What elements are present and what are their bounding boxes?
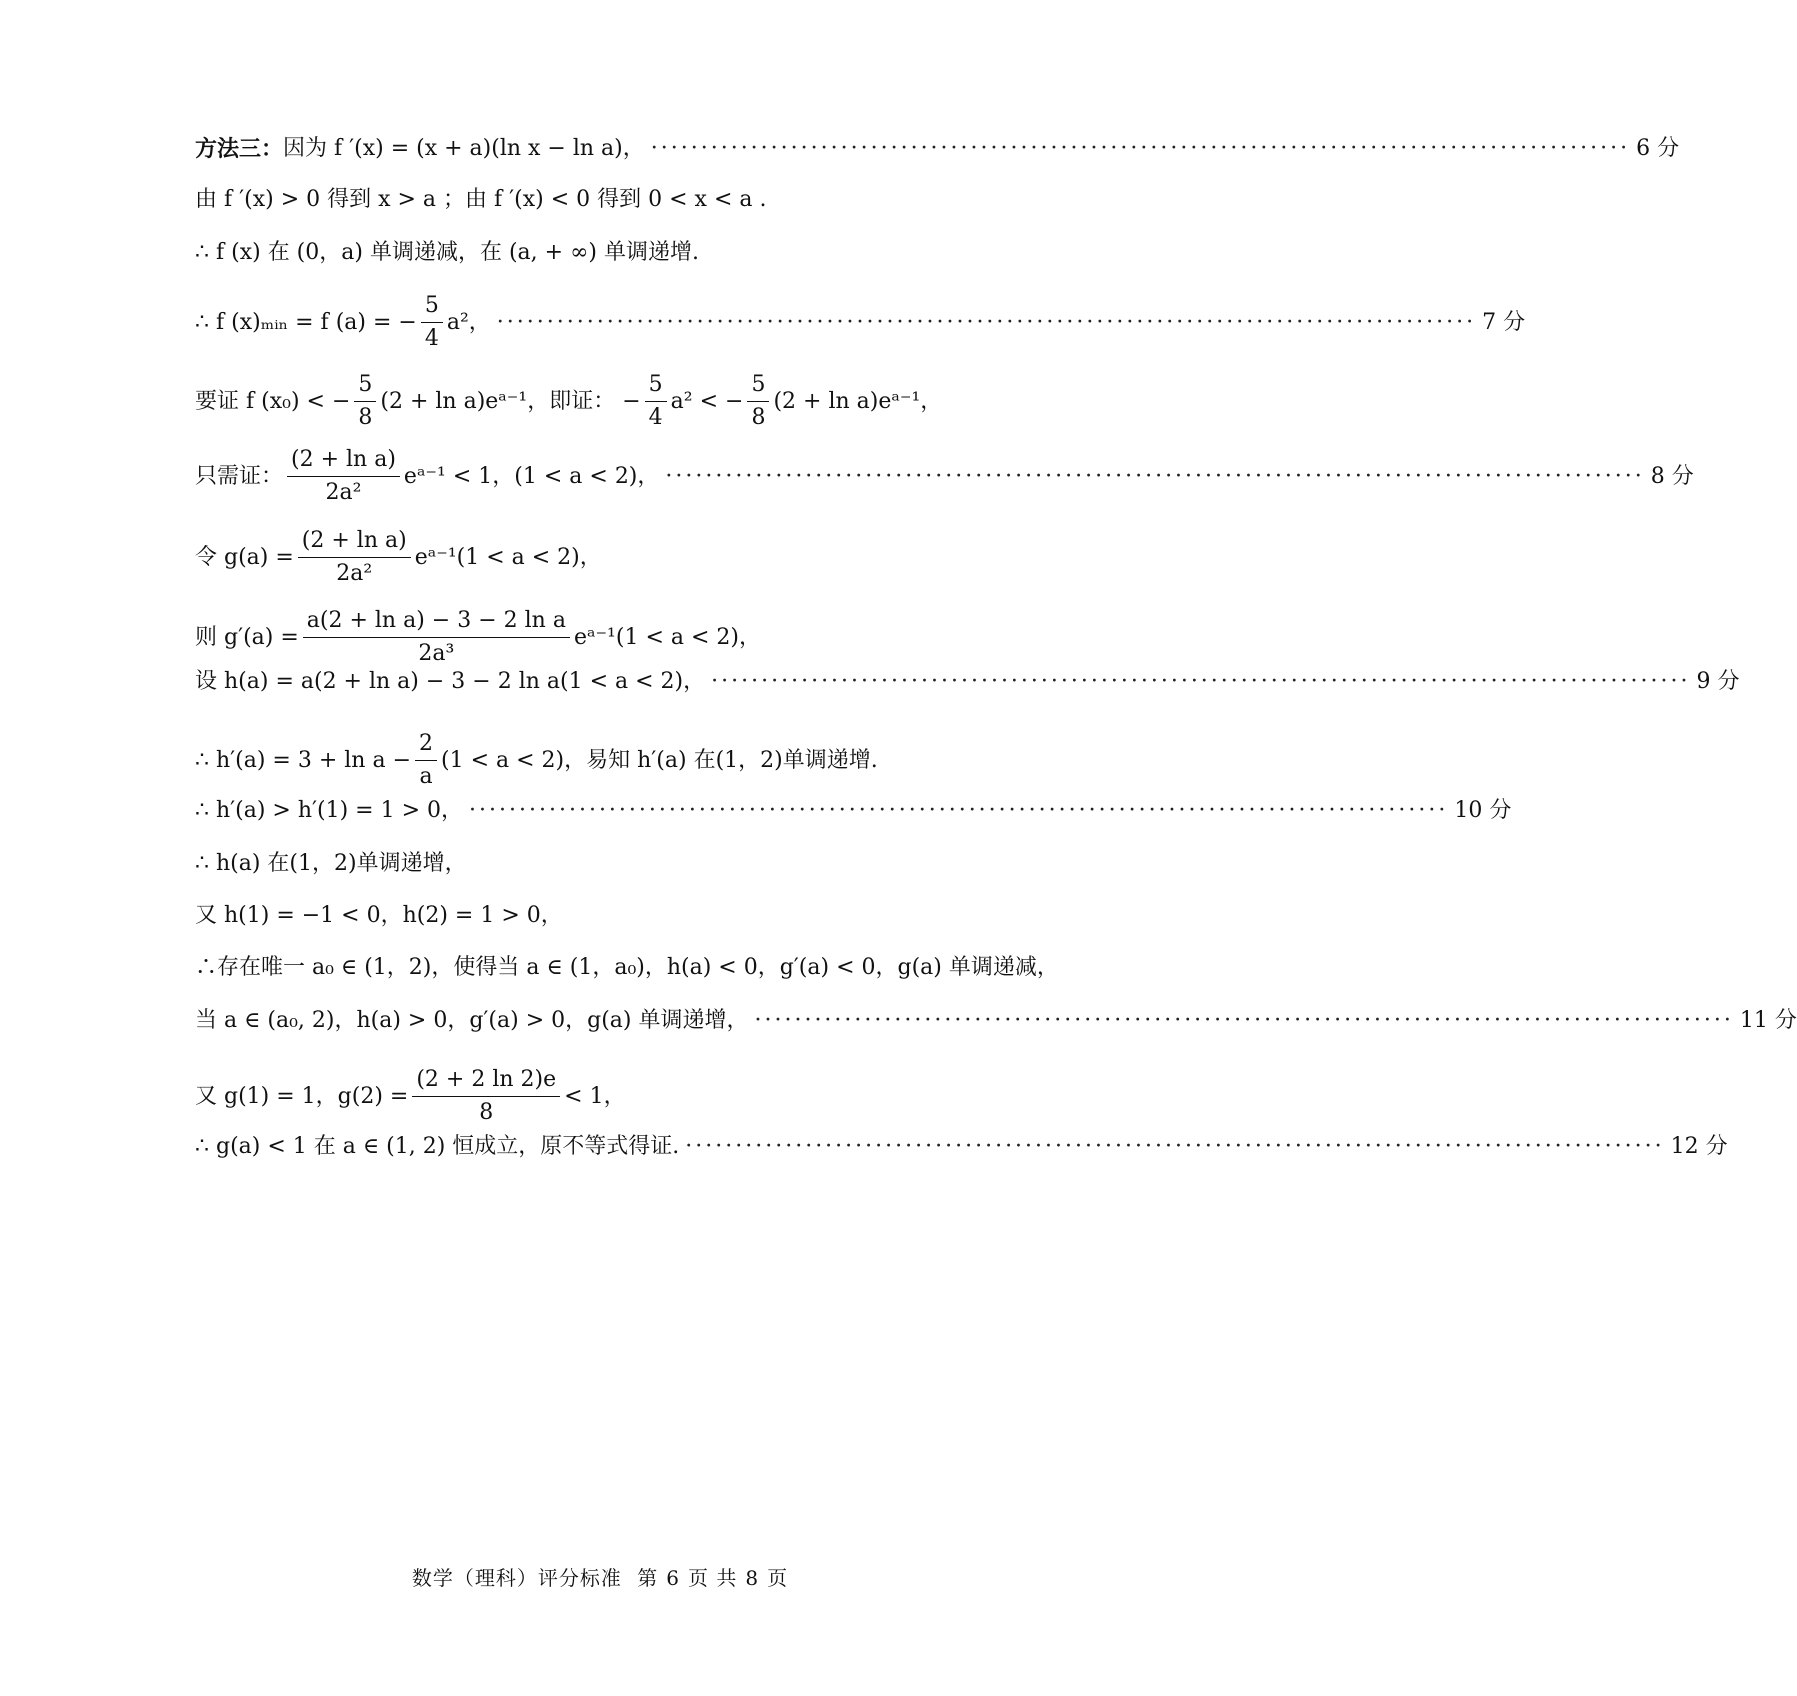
- fraction-denominator: 8: [479, 1100, 494, 1125]
- solution-line-16: [195, 1067, 1050, 1126]
- footer-page-mid: 页 共: [688, 1566, 738, 1590]
- solution-line-2: [195, 185, 1050, 215]
- fraction: [421, 293, 443, 352]
- line-text-post: eᵃ⁻¹(1 < a < 2)，: [573, 624, 761, 650]
- method-label: 方法三：: [195, 136, 284, 162]
- fraction-numerator: a(2 + ln a) − 3 − 2 ln a: [303, 608, 570, 638]
- fraction-numerator: 5: [421, 293, 443, 323]
- solution-line-15: [195, 1006, 1797, 1036]
- score-label: 7 分: [1482, 309, 1526, 335]
- footer-subject: 数学（理科）评分标准: [411, 1566, 622, 1590]
- line-text-post: < 1，: [564, 1083, 626, 1109]
- fraction-denominator: 2a²: [336, 561, 373, 586]
- line-text: ∴ h(a) 在(1，2)单调递增，: [195, 851, 467, 876]
- leader-dots: ··································································································: [754, 1008, 1734, 1033]
- fraction-denominator: 4: [648, 405, 663, 430]
- line-text-pre: ∴ f (x)ₘᵢₙ = f (a) = −: [195, 309, 417, 335]
- footer-page-suffix: 页: [767, 1566, 789, 1590]
- footer-page-total: 8: [745, 1566, 760, 1590]
- line-text-mid: a² < −: [670, 388, 744, 414]
- fraction-numerator: 5: [645, 372, 667, 402]
- fraction: [287, 447, 400, 506]
- solution-line-6: [195, 447, 1694, 506]
- fraction: [645, 372, 667, 431]
- line-text: 又 h(1) = −1 < 0，h(2) = 1 > 0，: [195, 903, 563, 928]
- footer-page-prefix: 第: [637, 1566, 659, 1590]
- line-text-pre: 则 g′(a) =: [195, 624, 299, 650]
- line-text-pre: 要证 f (x₀) < −: [195, 388, 351, 414]
- line-text: 当 a ∈ (a₀, 2)，h(a) > 0，g′(a) > 0，g(a) 单调递增，: [195, 1008, 749, 1033]
- score-label: 10 分: [1454, 798, 1512, 823]
- solution-line-7: [195, 528, 1050, 587]
- score-label: 6 分: [1636, 136, 1680, 161]
- solution-line-1: [195, 134, 1680, 164]
- line-text: ∴存在唯一 a₀ ∈ (1，2)，使得当 a ∈ (1，a₀)，h(a) < 0，g′(a) < 0，g(a) 单调递减，: [195, 955, 1059, 980]
- fraction-numerator: (2 + ln a): [287, 447, 400, 477]
- line-text: ∴ h′(a) > h′(1) = 1 > 0，: [195, 798, 464, 823]
- line-text: ∴ g(a) < 1 在 a ∈ (1, 2) 恒成立，原不等式得证.: [195, 1134, 680, 1159]
- fraction-denominator: 8: [358, 405, 373, 430]
- line-text: 因为 f ′(x) = (x + a)(ln x − ln a)，: [283, 136, 645, 161]
- solution-line-8: [195, 608, 1050, 667]
- fraction: [412, 1067, 560, 1126]
- line-text-post: eᵃ⁻¹(1 < a < 2)，: [414, 544, 602, 570]
- fraction: [354, 372, 376, 431]
- fraction: [303, 608, 570, 667]
- fraction: [415, 731, 437, 790]
- solution-line-11: [195, 796, 1512, 826]
- solution-line-14: [195, 953, 1059, 983]
- leader-dots: ··································································································: [469, 798, 1449, 823]
- line-text-post: a²，: [446, 309, 491, 335]
- solution-line-5: [195, 372, 1050, 431]
- fraction: [298, 528, 411, 587]
- fraction-denominator: 2a²: [325, 480, 362, 505]
- line-text-pre: 又 g(1) = 1，g(2) =: [195, 1083, 409, 1109]
- footer-page-current: 6: [666, 1566, 680, 1590]
- fraction: [747, 372, 769, 431]
- line-text: 由 f ′(x) > 0 得到 x > a ；由 f ′(x) < 0 得到 0 < x < a .: [195, 187, 767, 212]
- score-label: 12 分: [1670, 1134, 1728, 1159]
- fraction-denominator: 4: [424, 326, 439, 351]
- leader-dots: ··································································································: [711, 669, 1691, 694]
- leader-dots: ··································································································: [665, 463, 1645, 489]
- leader-dots: ··································································································: [685, 1134, 1665, 1159]
- solution-line-4: [195, 293, 1526, 352]
- line-text-pre: 令 g(a) =: [195, 544, 294, 570]
- leader-dots: ··································································································: [496, 309, 1477, 335]
- fraction-numerator: (2 + 2 ln 2)e: [412, 1067, 560, 1097]
- score-label: 9 分: [1696, 669, 1740, 694]
- line-text: 设 h(a) = a(2 + ln a) − 3 − 2 ln a(1 < a < 2)，: [195, 669, 706, 694]
- fraction-numerator: 5: [354, 372, 376, 402]
- leader-dots: ··································································································: [650, 136, 1631, 161]
- solution-line-3: [195, 238, 1050, 268]
- solution-line-10: [195, 731, 1050, 790]
- fraction-denominator: 2a³: [418, 641, 455, 666]
- page-footer: [0, 1562, 1200, 1591]
- line-text-post: (1 < a < 2)，易知 h′(a) 在(1，2)单调递增.: [441, 747, 878, 773]
- solution-line-9: [195, 667, 1740, 697]
- line-text-pre: 只需证：: [195, 463, 284, 489]
- score-label: 11 分: [1739, 1008, 1797, 1033]
- solution-line-17: [195, 1132, 1728, 1162]
- fraction-denominator: 8: [751, 405, 766, 430]
- score-label: 8 分: [1650, 463, 1694, 489]
- line-text: ∴ f (x) 在 (0，a) 单调递减，在 (a, + ∞) 单调递增.: [195, 240, 699, 265]
- line-text-post: eᵃ⁻¹ < 1，(1 < a < 2)，: [403, 463, 660, 489]
- line-text-post: (2 + ln a)eᵃ⁻¹，: [773, 388, 943, 414]
- fraction-numerator: 2: [415, 731, 437, 761]
- fraction-denominator: a: [419, 764, 433, 789]
- line-text-mid: (2 + ln a)eᵃ⁻¹，即证： −: [380, 388, 641, 414]
- fraction-numerator: (2 + ln a): [298, 528, 411, 558]
- solution-line-13: [195, 901, 1050, 931]
- fraction-numerator: 5: [747, 372, 769, 402]
- solution-line-12: [195, 849, 1050, 879]
- line-text-pre: ∴ h′(a) = 3 + ln a −: [195, 747, 412, 773]
